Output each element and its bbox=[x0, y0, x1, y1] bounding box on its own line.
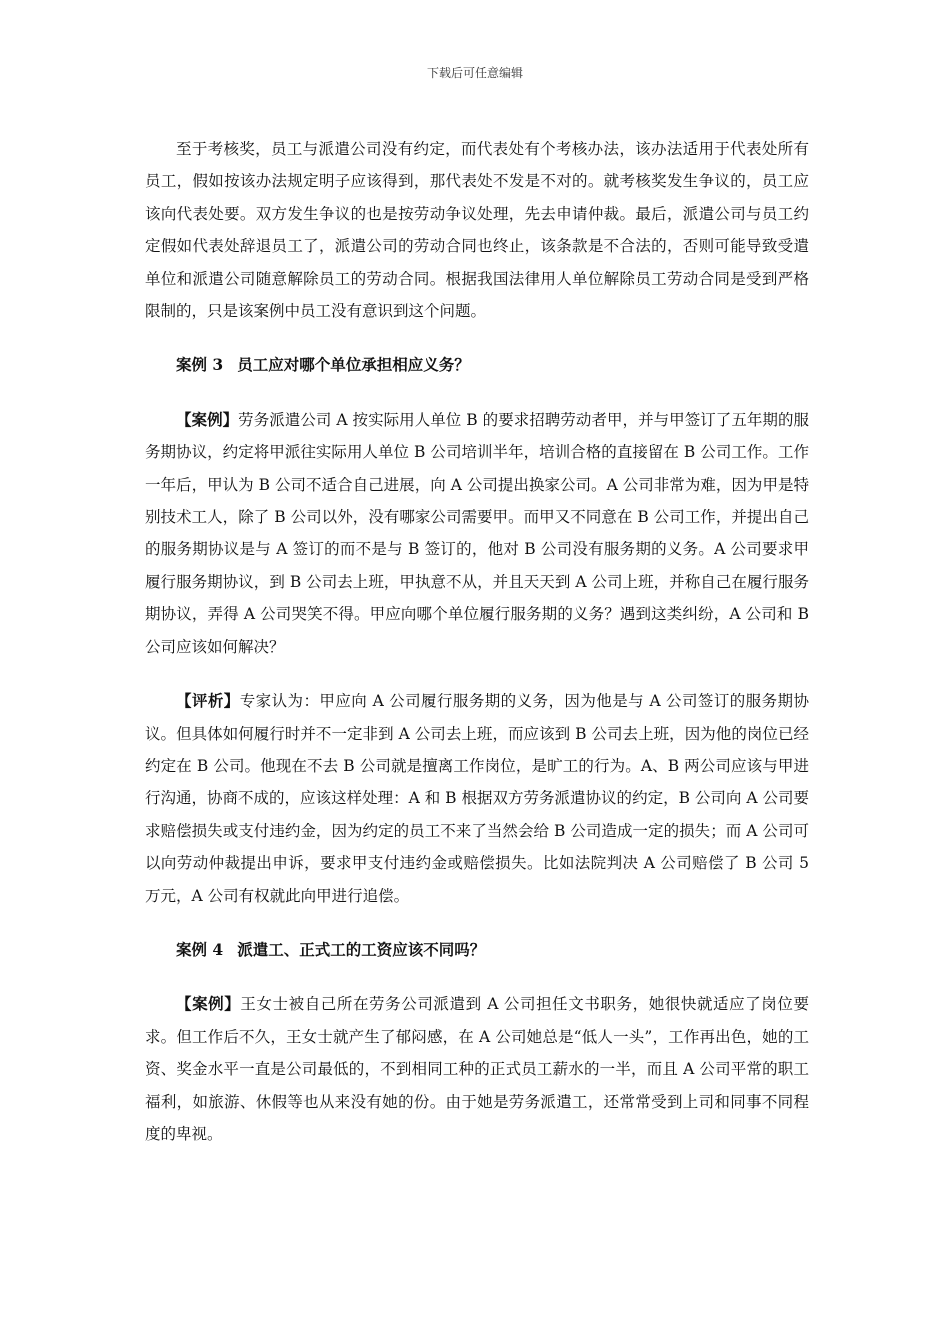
case-4-description bbox=[145, 988, 809, 1150]
case-3-analysis-body: 专家认为：甲应向 A 公司履行服务期的义务，因为他是与 A 公司签订的服务期协议。但具体如何履行时并不一定非到 A 公司去上班，而应该到 B 公司去上班，因为他的岗位已经约定在 B 公司。他现在不去 B 公司就是擅离工作岗位，是旷工的行为。A、B 两公司应该与甲进行沟通，协商不成的，应该这样处理：A 和 B 根据双方劳务派遣协议的约定，B 公司向 A 公司要求赔偿损失或支付违约金，因为约定的员工不来了当然会给 B 公司造成一定的损失；而 A 公司可以向劳动仲裁提出申诉，要求甲支付违约金或赔偿损失。比如法院判决 A 公司赔偿了 B 公司 5 万元，A 公司有权就此向甲进行追偿。 bbox=[145, 692, 809, 905]
case-3-analysis-tag: 【评析】 bbox=[176, 691, 240, 711]
case-4-tag: 【案例】 bbox=[176, 994, 241, 1014]
case-3-heading bbox=[145, 349, 809, 381]
case-3-body: 劳务派遣公司 A 按实际用人单位 B 的要求招聘劳动者甲，并与甲签订了五年期的服务期协议，约定将甲派往实际用人单位 B 公司培训半年，培训合格的直接留在 B 公司工作。工作一年后，甲认为 B 公司不适合自己进展，向 A 公司提出换家公司。A 公司非常为难，因为甲是特别技术工人，除了 B 公司以外，没有哪家公司需要甲。而甲又不同意在 B 公司工作，并提出自己的服务期协议是与 A 签订的而不是与 B 签订的，他对 B 公司没有服务期的义务。A 公司要求甲履行服务期协议，到 B 公司去上班，甲执意不从，并且天天到 A 公司上班，并称自己在履行服务期协议，弄得 A 公司哭笑不得。甲应向哪个单位履行服务期的义务？遇到这类纠纷，A 公司和 B 公司应该如何解决？ bbox=[145, 410, 809, 656]
case-3-description bbox=[145, 404, 809, 663]
paragraph-bonus-discussion: 至于考核奖，员工与派遣公司没有约定，而代表处有个考核办法，该办法适用于代表处所有员工，假如按该办法规定明子应该得到，那代表处不发是不对的。就考核奖发生争议的，员工应该向代表处要。双方发生争议的也是按劳动争议处理，先去申请仲裁。最后，派遣公司与员工约定假如代表处辞退员工了，派遣公司的劳动合同也终止，该条款是不合法的，否则可能导致受遣单位和派遣公司随意解除员工的劳动合同。根据我国法律用人单位解除员工劳动合同是受到严格限制的，只是该案例中员工没有意识到这个问题。 bbox=[145, 140, 809, 321]
case-4-number: 案例 4 bbox=[176, 939, 224, 959]
case-3-tag: 【案例】 bbox=[176, 409, 239, 429]
case-4-body: 王女士被自己所在劳务公司派遣到 A 公司担任文书职务，她很快就适应了岗位要求。但工作后不久，王女士就产生了郁闷感，在 A 公司她总是“低人一头”，工作再出色，她的工资、奖金水平一直是公司最低的，不到相同工种的正式员工薪水的一半，而且 A 公司平常的职工福利，如旅游、休假等也从来没有她的份。由于她是劳务派遣工，还常常受到上司和同事不同程度的卑视。 bbox=[145, 995, 809, 1143]
case-3-title: 员工应对哪个单位承担相应义务？ bbox=[237, 355, 470, 375]
document-body bbox=[145, 133, 809, 1150]
case-3-analysis bbox=[145, 685, 809, 912]
case-4-title: 派遣工、正式工的工资应该不同吗？ bbox=[237, 939, 486, 959]
page-header: 下载后可任意编辑 bbox=[426, 66, 523, 80]
case-3-number: 案例 3 bbox=[176, 355, 224, 375]
case-4-heading bbox=[145, 934, 809, 966]
